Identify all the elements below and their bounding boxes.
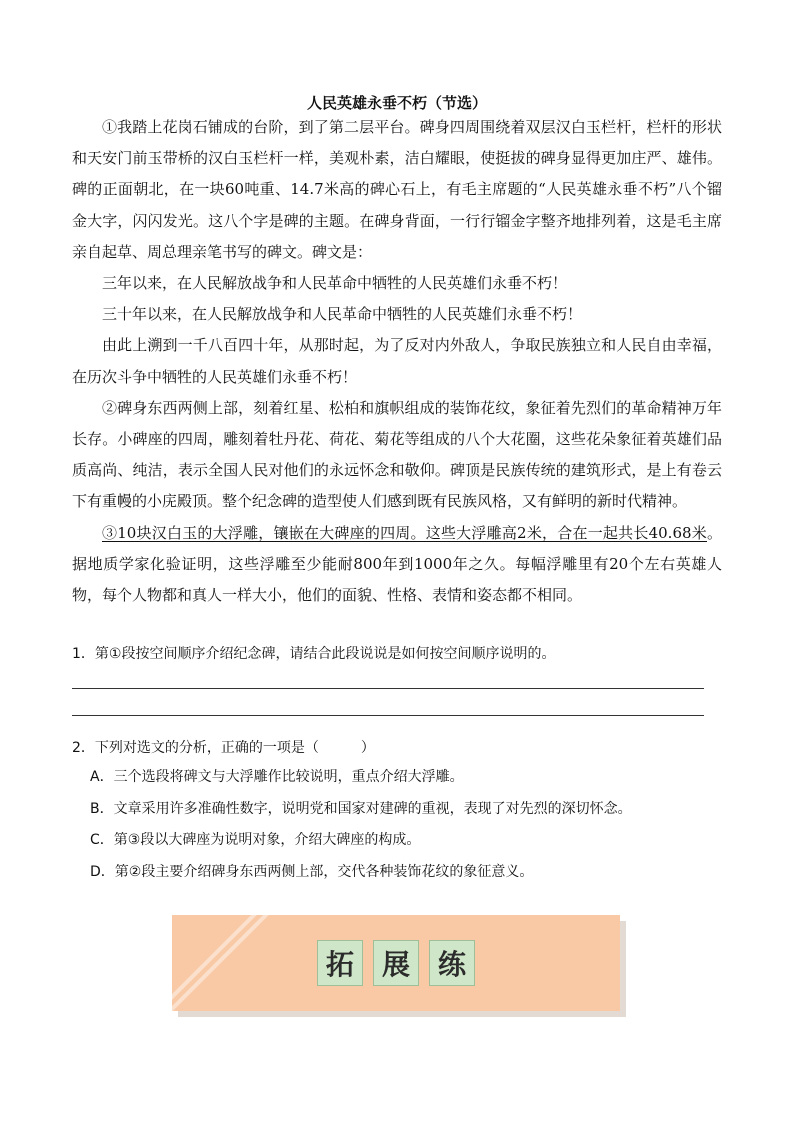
question-2: 2．下列对选文的分析，正确的一项是（ ） [72, 740, 375, 756]
underlined-sentence: ③10块汉白玉的大浮雕，镶嵌在大碑座的四周。这些大浮雕高2米，合在一起共长40.68米 [102, 523, 707, 542]
inscription-line-3: 由此上溯到一千八百四十年，从那时起，为了反对内外敌人，争取民族独立和人民自由幸福，在历次斗争中牺牲的人民英雄们永垂不朽！ [72, 336, 722, 386]
inscription-line-2: 三十年以来，在人民解放战争和人民革命中牺牲的人民英雄们永垂不朽！ [102, 305, 583, 324]
option-c[interactable]: C．第③段以大碑座为说明对象，介绍大碑座的构成。 [90, 832, 421, 848]
paragraph-3 [72, 518, 722, 612]
questions-section [72, 640, 722, 888]
banner-char-3: 练 [429, 940, 475, 986]
question-1: 1．第①段按空间顺序介绍纪念碑，请结合此段说说是如何按空间顺序说明的。 [72, 646, 556, 662]
extension-practice-banner [172, 915, 620, 1011]
banner-char-2: 展 [373, 940, 419, 986]
paragraph-1: ①我踏上花岗石铺成的台阶，到了第二层平台。碑身四周围绕着双层汉白玉栏杆，栏杆的形状和天安门前玉带桥的汉白玉栏杆一样，美观朴素，洁白耀眼，使挺拔的碑身显得更加庄严、雄伟。碑的正面朝北，在一块60吨重、14.7米高的碑心石上，有毛主席题的“人民英雄永垂不朽”八个镏金大字，闪闪发光。这八个字是碑的主题。在碑身背面，一行行镏金字整齐地排列着，这是毛主席亲自起草、周总理亲笔书写的碑文。碑文是： [72, 118, 722, 261]
paragraph-2: ②碑身东西两侧上部，刻着红星、松柏和旗帜组成的装饰花纹，象征着先烈们的革命精神万年长存。小碑座的四周，雕刻着牡丹花、荷花、菊花等组成的八个大花圈，这些花朵象征着英雄们品质高尚、纯洁，表示全国人民对他们的永远怀念和敬仰。碑顶是民族传统的建筑形式，是上有卷云下有重幔的小庑殿顶。整个纪念碑的造型使人们感到既有民族风格，又有鲜明的新时代精神。 [72, 398, 722, 511]
inscription-line-1: 三年以来，在人民解放战争和人民革命中牺牲的人民英雄们永垂不朽！ [102, 274, 568, 293]
option-d[interactable]: D．第②段主要介绍碑身东西两侧上部，交代各种装饰花纹的象征意义。 [90, 863, 534, 880]
passage-body [72, 112, 722, 611]
banner-char-1: 拓 [317, 940, 363, 986]
passage-title: 人民英雄永垂不朽（节选） [306, 94, 487, 112]
paragraph-3-rest: 。据地质学家化验证明，这些浮雕至少能耐800年到1000年之久。每幅浮雕里有20个左右英雄人物，每个人物都和真人一样大小，他们的面貌、性格、表情和姿态都不相同。 [72, 523, 722, 605]
option-a[interactable]: A．三个选段将碑文与大浮雕作比较说明，重点介绍大浮雕。 [90, 769, 464, 785]
banner-tiles [172, 915, 620, 1011]
option-b[interactable]: B．文章采用许多准确性数字，说明党和国家对建碑的重视，表现了对先烈的深切怀念。 [90, 800, 632, 817]
